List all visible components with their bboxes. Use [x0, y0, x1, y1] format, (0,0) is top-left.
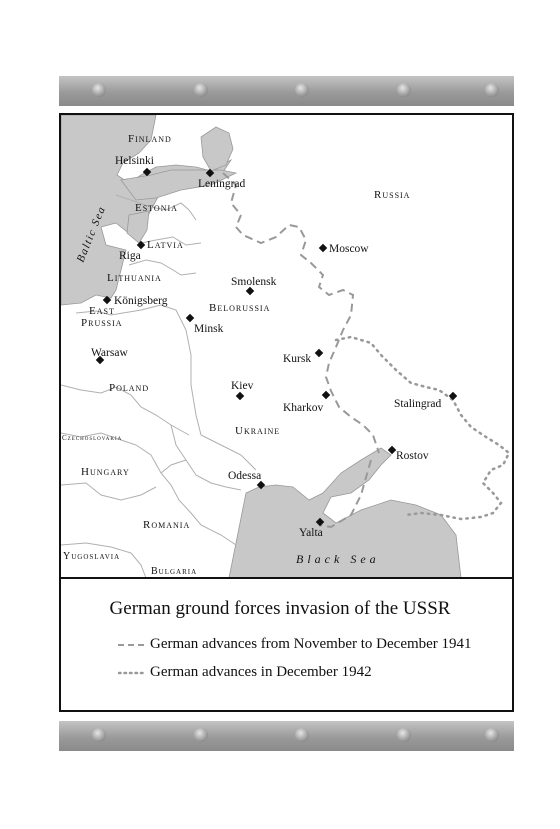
region-label-bulgaria: Bulgaria	[151, 566, 198, 577]
region-label-romania: Romania	[143, 519, 191, 531]
rivet-icon	[485, 728, 499, 742]
dashed-line-icon	[118, 642, 144, 648]
rivet-icon	[485, 83, 499, 97]
city-label-leningrad: Leningrad	[198, 178, 246, 190]
region-label-east-prussia-2: Prussia	[81, 317, 123, 329]
region-label-hungary: Hungary	[81, 466, 130, 478]
decorative-bottom-bar	[59, 721, 514, 751]
city-marker-moscow	[319, 244, 327, 252]
rivet-icon	[92, 728, 106, 742]
city-marker-kiev	[236, 392, 244, 400]
city-label-smolensk: Smolensk	[231, 276, 277, 288]
city-label-minsk: Minsk	[194, 323, 224, 335]
decorative-top-bar	[59, 76, 514, 106]
region-label-czechoslovakia: Czechoslovakia	[62, 434, 123, 442]
city-marker-rostov	[388, 446, 396, 454]
city-label-yalta: Yalta	[299, 527, 323, 539]
rivet-icon	[397, 83, 411, 97]
legend-item-1941	[118, 636, 472, 653]
rivet-icon	[397, 728, 411, 742]
region-label-poland: Poland	[109, 382, 150, 394]
city-label-konigsberg: Königsberg	[114, 295, 168, 307]
city-marker-kharkov	[322, 391, 330, 399]
sea-label-baltic: Baltic Sea	[74, 204, 109, 265]
city-label-kiev: Kiev	[231, 380, 254, 392]
invasion-map	[61, 115, 512, 710]
rivet-icon	[194, 83, 208, 97]
city-label-riga: Riga	[119, 250, 141, 262]
city-label-rostov: Rostov	[396, 450, 429, 462]
region-label-belorussia: Belorussia	[209, 302, 271, 314]
rivet-icon	[92, 83, 106, 97]
legend-item-1942	[118, 664, 372, 681]
legend-label-1942: German advances in December 1942	[150, 664, 372, 680]
region-label-russia: Russia	[374, 189, 411, 201]
region-label-estonia: Estonia	[135, 202, 178, 214]
city-marker-minsk	[186, 314, 194, 322]
rivet-icon	[295, 83, 309, 97]
city-label-kursk: Kursk	[283, 353, 312, 365]
region-label-yugoslavia: Yugoslavia	[63, 551, 121, 562]
sea-label-black: Black Sea	[296, 552, 380, 566]
city-label-warsaw: Warsaw	[91, 347, 128, 359]
map-title: German ground forces invasion of the USSR	[109, 598, 451, 619]
city-label-moscow: Moscow	[329, 243, 369, 255]
city-marker-smolensk	[246, 287, 254, 295]
dotted-line-icon	[118, 670, 144, 676]
gulf-of-riga	[127, 211, 149, 243]
city-label-stalingrad: Stalingrad	[394, 398, 442, 410]
region-label-latvia: Latvia	[147, 239, 184, 251]
city-markers	[96, 168, 457, 526]
city-marker-kursk	[315, 349, 323, 357]
region-label-finland: Finland	[128, 133, 172, 145]
city-label-kharkov: Kharkov	[283, 402, 324, 414]
legend-label-1941: German advances from November to December 1941	[150, 636, 472, 652]
rivet-icon	[194, 728, 208, 742]
city-label-helsinki: Helsinki	[115, 155, 154, 167]
rivet-icon	[295, 728, 309, 742]
region-label-ukraine: Ukraine	[235, 425, 281, 437]
region-label-east-prussia-1: East	[89, 305, 115, 317]
city-label-odessa: Odessa	[228, 470, 262, 482]
region-label-lithuania: Lithuania	[107, 272, 162, 284]
